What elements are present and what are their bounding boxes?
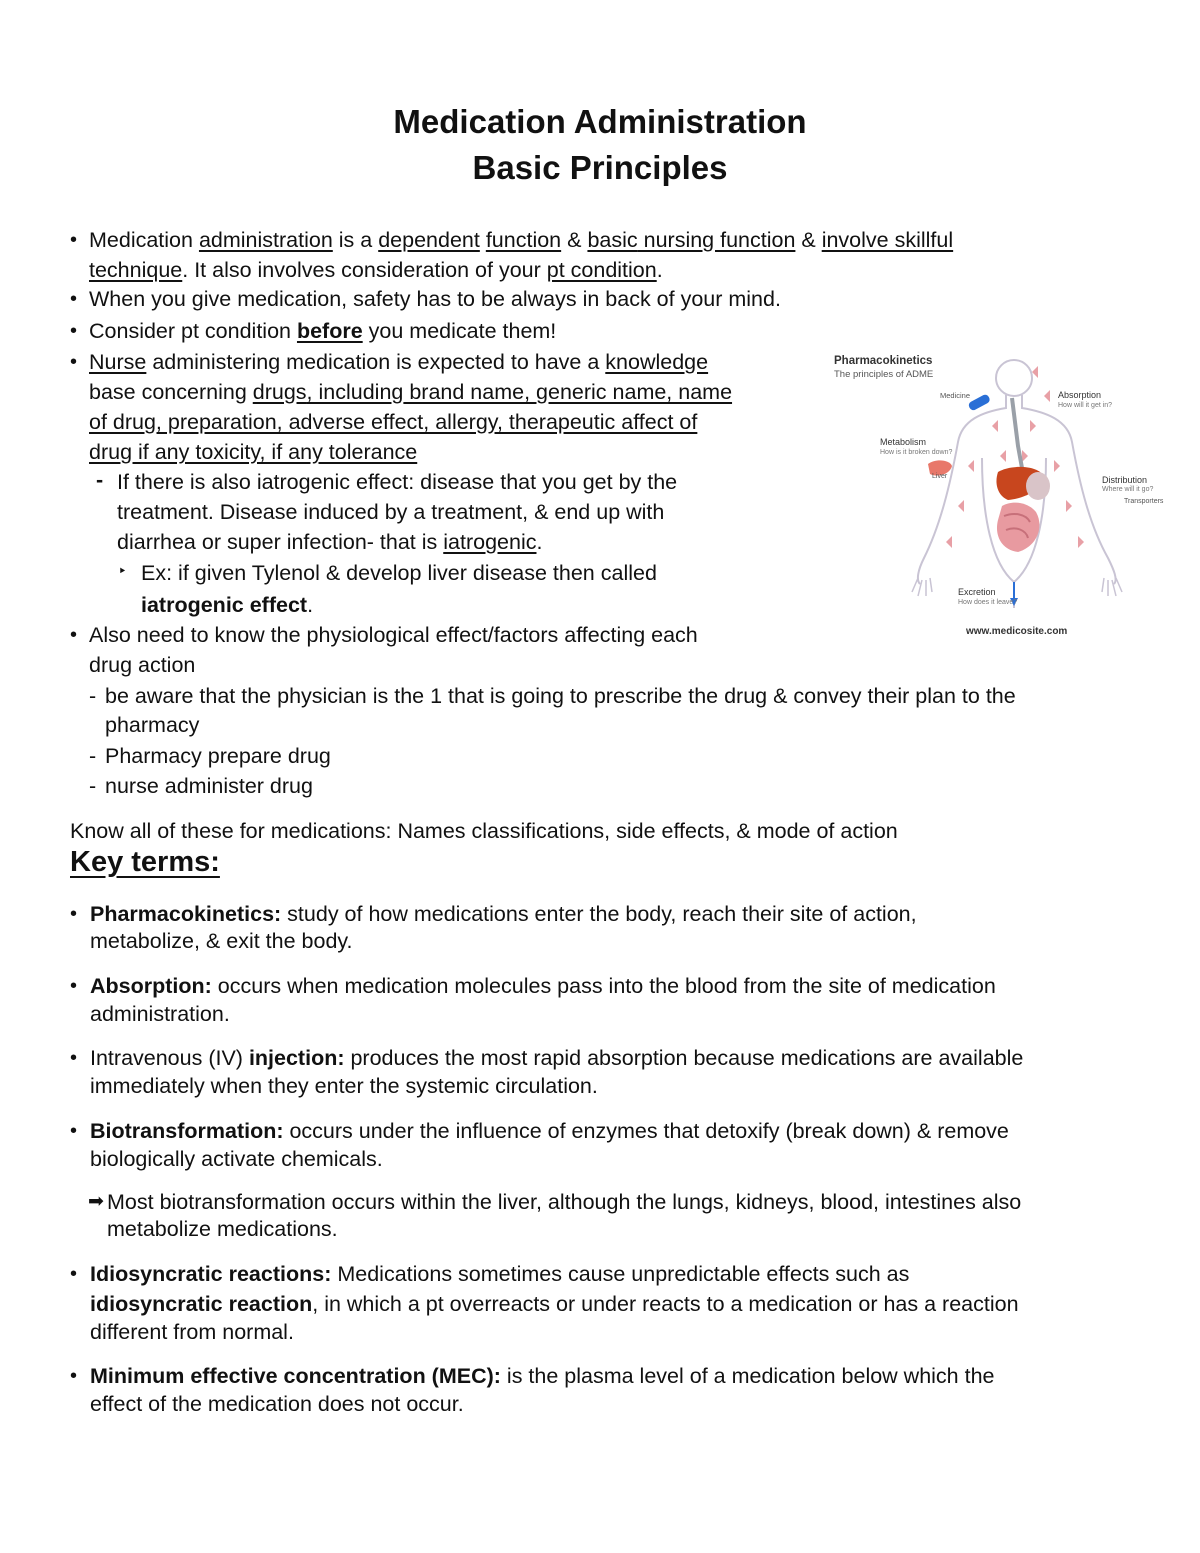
dash-pharmacy: Pharmacy prepare drug xyxy=(105,744,331,768)
term-mec-line2: effect of the medication does not occur. xyxy=(90,1392,464,1416)
label-excretion-question: How does it leave? xyxy=(958,599,1018,606)
term-iv-injection-line2: immediately when they enter the systemic circulation. xyxy=(90,1074,598,1098)
example-tylenol-line1: Ex: if given Tylenol & develop liver disease then called xyxy=(141,561,657,585)
diagram-subtitle: The principles of ADME xyxy=(834,369,934,380)
dash-nurse: nurse administer drug xyxy=(105,774,313,798)
triangle-bullet-icon: ‣ xyxy=(118,563,127,580)
diagram-title: Pharmacokinetics xyxy=(834,355,933,367)
dash-icon: - xyxy=(89,744,97,768)
bullet-nurse-knowledge-line4: drug if any toxicity, if any tolerance xyxy=(89,440,418,464)
arrow-right-icon: ➡ xyxy=(88,1191,104,1212)
bullet-icon: • xyxy=(70,1263,78,1285)
bullet-medication-admin-line1: Medication administration is a dependent function & basic nursing function & involve skillful xyxy=(89,228,954,252)
key-terms-heading: Key terms: xyxy=(70,846,220,878)
bullet-icon: • xyxy=(70,1047,78,1069)
bullet-icon: • xyxy=(70,288,78,310)
pill-icon xyxy=(967,393,991,411)
bullet-nurse-knowledge-line3: of drug, preparation, adverse effect, allergy, therapeutic affect of xyxy=(89,410,698,434)
term-absorption-line2: administration. xyxy=(90,1002,230,1026)
label-metabolism-question: How is it broken down? xyxy=(880,449,953,456)
label-transporters: Transporters xyxy=(1124,498,1164,505)
bullet-physiological-line2: drug action xyxy=(89,653,196,677)
term-iv-injection-line1: Intravenous (IV) injection: produces the most rapid absorption because medications are available xyxy=(90,1046,1024,1070)
sub-iatrogenic-line1: If there is also iatrogenic effect: disease that you get by the xyxy=(117,470,678,494)
term-idiosyncratic-line1: Idiosyncratic reactions: Medications sometimes cause unpredictable effects such as xyxy=(90,1262,910,1286)
hand-left xyxy=(912,578,932,596)
bullet-icon: • xyxy=(70,351,78,373)
know-all-text: Know all of these for medications: Names classifications, side effects, & mode of action xyxy=(70,819,898,843)
sub-iatrogenic-line3: diarrhea or super infection- that is iatrogenic. xyxy=(117,530,543,554)
dash-physician-line2: pharmacy xyxy=(105,713,200,737)
term-idiosyncratic-line3: different from normal. xyxy=(90,1320,294,1344)
bullet-icon: • xyxy=(70,975,78,997)
stomach-organ xyxy=(1026,472,1050,500)
label-excretion: Excretion xyxy=(958,587,996,597)
dash-physician-line1: be aware that the physician is the 1 that is going to prescribe the drug & convey their plan to the xyxy=(105,684,1016,708)
bullet-medication-admin-line2: technique. It also involves consideration of your pt condition. xyxy=(89,258,663,282)
term-pharmacokinetics-line2: metabolize, & exit the body. xyxy=(90,929,353,953)
document-title-line2: Basic Principles xyxy=(472,149,728,186)
label-liver: Liver xyxy=(932,473,948,480)
biotransformation-note-line2: metabolize medications. xyxy=(107,1217,338,1241)
term-absorption-line1: Absorption: occurs when medication molecules pass into the blood from the site of medication xyxy=(90,974,996,998)
bullet-icon: • xyxy=(70,903,78,925)
label-absorption-question: How will it get in? xyxy=(1058,402,1113,409)
label-metabolism: Metabolism xyxy=(880,437,927,447)
pharmacokinetics-diagram xyxy=(822,346,1182,642)
bullet-nurse-knowledge-line2: base concerning drugs, including brand name, generic name, name xyxy=(89,380,733,404)
term-biotransformation-line2: biologically activate chemicals. xyxy=(90,1147,383,1171)
bullet-icon: • xyxy=(70,229,78,251)
label-medicine: Medicine xyxy=(940,391,971,400)
dash-icon: - xyxy=(89,774,97,798)
hand-right xyxy=(1102,578,1122,596)
term-biotransformation-line1: Biotransformation: occurs under the influence of enzymes that detoxify (break down) & remove xyxy=(90,1119,1009,1143)
bullet-nurse-knowledge-line1: Nurse administering medication is expected to have a knowledge xyxy=(89,350,709,374)
term-idiosyncratic-line2: idiosyncratic reaction, in which a pt overreacts or under reacts to a medication or has a reaction xyxy=(90,1292,1019,1316)
bullet-icon: • xyxy=(70,624,78,646)
bullet-safety: When you give medication, safety has to be always in back of your mind. xyxy=(89,287,781,311)
bullet-consider-condition: Consider pt condition before you medicate them! xyxy=(89,319,557,343)
dash-icon: - xyxy=(89,684,97,708)
term-pharmacokinetics-line1: Pharmacokinetics: study of how medications enter the body, reach their site of action, xyxy=(90,902,917,926)
document-title-line1: Medication Administration xyxy=(393,103,807,140)
intestine-organ xyxy=(997,503,1039,552)
term-mec-line1: Minimum effective concentration (MEC): is the plasma level of a medication below which the xyxy=(90,1364,995,1388)
dash-icon: - xyxy=(96,468,104,492)
bullet-icon: • xyxy=(70,1365,78,1387)
esophagus xyxy=(1012,398,1022,468)
label-distribution: Distribution xyxy=(1102,475,1148,485)
label-absorption: Absorption xyxy=(1058,390,1102,400)
bullet-physiological-line1: Also need to know the physiological effect/factors affecting each xyxy=(89,623,698,647)
biotransformation-note-line1: Most biotransformation occurs within the liver, although the lungs, kidneys, blood, intestines also xyxy=(107,1190,1022,1214)
example-tylenol-line2: iatrogenic effect. xyxy=(141,593,314,617)
label-distribution-question: Where will it go? xyxy=(1102,486,1154,493)
bullet-icon: • xyxy=(70,1120,78,1142)
bullet-icon: • xyxy=(70,320,78,342)
sub-iatrogenic-line2: treatment. Disease induced by a treatment, & end up with xyxy=(117,500,665,524)
diagram-website: www.medicosite.com xyxy=(966,626,1068,637)
